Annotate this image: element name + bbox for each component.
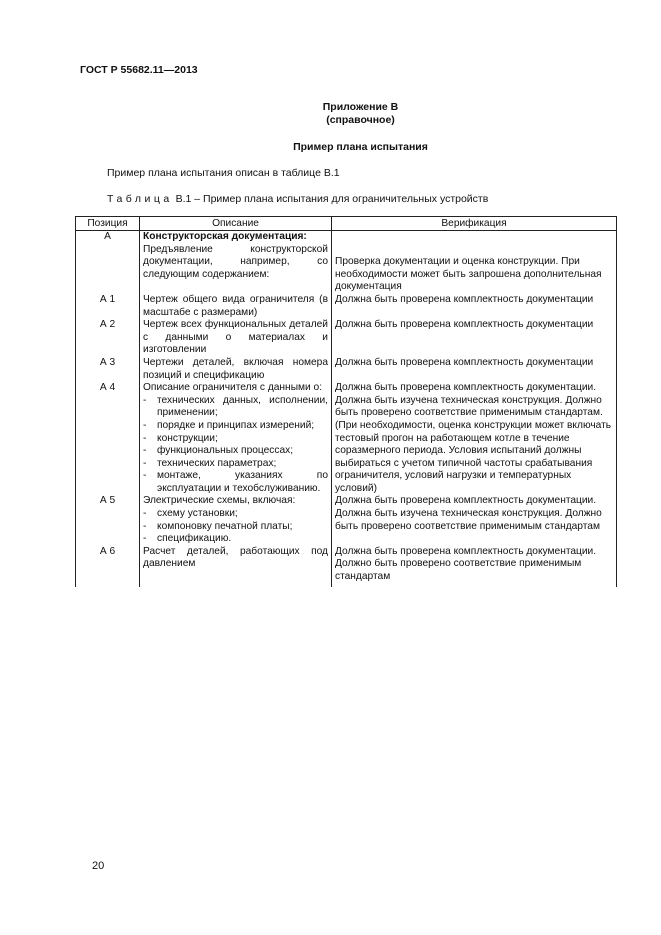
row-position: А: [76, 231, 140, 294]
row-position: А 6: [76, 546, 140, 587]
appendix-title: Приложение В: [322, 101, 399, 113]
test-plan-table: [75, 216, 617, 587]
table-header-row: [76, 217, 617, 231]
row-position: А 4: [76, 382, 140, 495]
table-row: [76, 546, 617, 587]
row-description: Чертеж общего вида ограничителя (в масштабе с размерами): [140, 294, 332, 319]
intro-paragraph: Пример плана испытания описан в таблице В.1: [107, 167, 340, 179]
bullet-item: - технических данных, исполнении, применении;: [143, 394, 328, 419]
row-verification: Должна быть проверена комплектность документации. Должно быть проверено соответствие применимым стандартам: [332, 546, 617, 587]
bullet-item: - конструкции;: [143, 432, 218, 444]
row-description: Расчет деталей, работающих под давлением: [140, 546, 332, 587]
table-row: [76, 231, 617, 294]
bullet-item: - технических параметрах;: [143, 457, 277, 469]
row-description: Чертежи деталей, включая номера позиций и спецификацию: [140, 357, 332, 382]
row-position: А 5: [76, 495, 140, 545]
bullet-item: - схему установки;: [143, 508, 238, 520]
appendix-heading: [0, 101, 661, 127]
page-number: 20: [92, 860, 105, 872]
row-description-text: Электрические схемы, включая:: [143, 495, 296, 507]
bullet-item: - компоновку печатной платы;: [143, 520, 293, 532]
row-description-text: Предъявление конструкторской документации, например, со следующим содержанием:: [143, 243, 328, 280]
header-description: Описание: [140, 217, 332, 231]
row-description-text: Описание ограничителя с данными о:: [143, 382, 323, 394]
row-verification: Должна быть проверена комплектность документации. Должна быть изучена техническая конструкция. Должно быть проверено соответствие применимым стандартам: [332, 495, 617, 545]
table-row: [76, 495, 617, 545]
bullet-item: - порядке и принципах измерений;: [143, 419, 315, 431]
bullet-item: - функциональных процессах;: [143, 445, 294, 457]
appendix-subtitle: (справочное): [326, 114, 395, 126]
row-description-title: Конструкторская документация:: [143, 231, 307, 242]
table-caption-word: Таблица: [107, 193, 173, 205]
table-row: [76, 319, 617, 357]
row-verification: Должна быть проверена комплектность документации: [332, 294, 617, 319]
row-position: А 2: [76, 319, 140, 357]
row-verification: Должна быть проверена комплектность документации. Должна быть изучена техническая конструкция. Должно быть проверено соответствие применимым стандартам. (При необходимости, оценка конструкции может включать тестовый прогон на работающем котле в течение соразмерного периода. Условия испытаний должны выбираться с учетом типичной частоты срабатывания ограничителя, условий нагрузки и температурных условий): [332, 382, 617, 495]
header-position: Позиция: [76, 217, 140, 231]
bullet-item: - спецификацию.: [143, 533, 232, 545]
row-verification: [332, 231, 617, 294]
row-description: [140, 382, 332, 495]
bullet-item: - монтаже, указаниях по эксплуатации и техобслуживанию.: [143, 470, 328, 494]
row-description: [140, 495, 332, 545]
section-title: Пример плана испытания: [293, 141, 428, 153]
row-verification: Должна быть проверена комплектность документации: [332, 319, 617, 357]
table-row: [76, 294, 617, 319]
row-description: Чертеж всех функциональных деталей с данными о материалах и изготовлении: [140, 319, 332, 357]
table-row: [76, 382, 617, 495]
row-description: [140, 231, 332, 294]
row-verification: Должна быть проверена комплектность документации: [332, 357, 617, 382]
table-caption-text: В.1 – Пример плана испытания для ограничительных устройств: [172, 193, 489, 205]
header-verification: Верификация: [332, 217, 617, 231]
table-row: [76, 357, 617, 382]
row-position: А 1: [76, 294, 140, 319]
row-verification-text: Проверка документации и оценка конструкции. При необходимости может быть запрошена дополнительная документация: [335, 256, 602, 293]
document-code: ГОСТ Р 55682.11—2013: [80, 64, 198, 76]
table-caption: [107, 193, 488, 205]
row-position: А 3: [76, 357, 140, 382]
